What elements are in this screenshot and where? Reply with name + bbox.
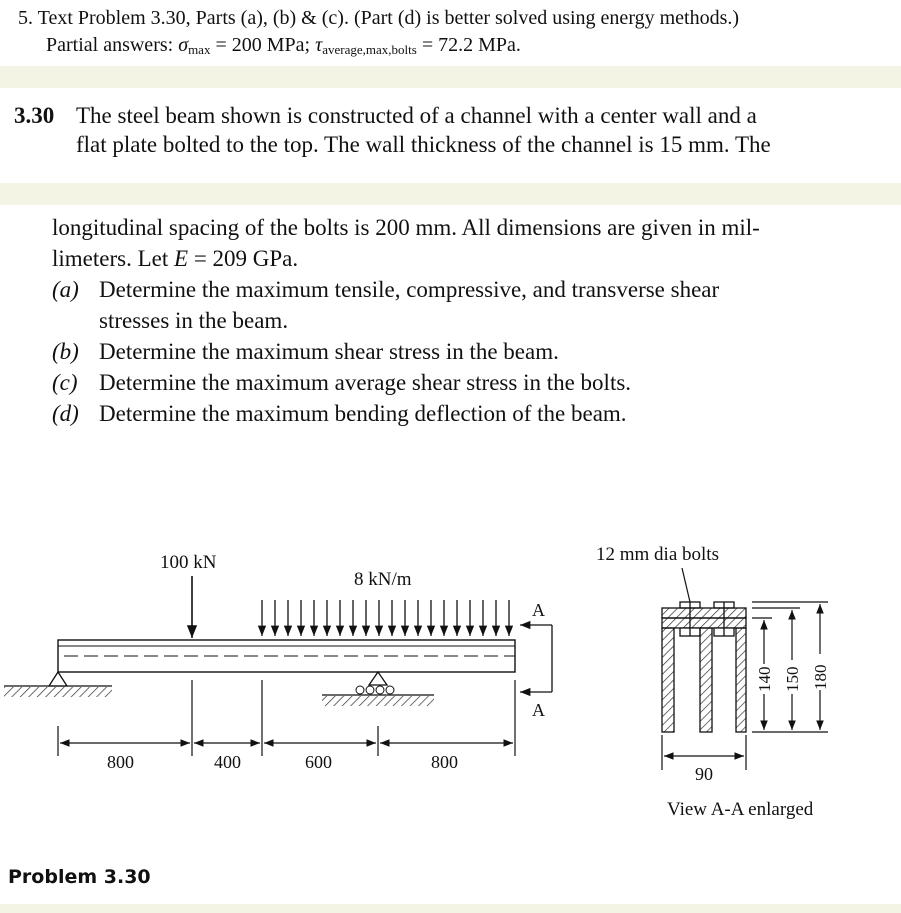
part-d-text: Determine the maximum bending deflection of the beam. <box>99 401 627 426</box>
section-marker-bottom: A <box>532 700 545 720</box>
section-marker-top: A <box>532 600 545 620</box>
distributed-load-arrows <box>262 600 509 636</box>
span-label-1: 800 <box>107 752 134 772</box>
part-a-text-cont: stresses in the beam. <box>99 308 289 333</box>
bolts-leader <box>682 568 690 602</box>
cross-section <box>662 602 746 732</box>
beam-figure <box>0 530 901 850</box>
problem-line-3: longitudinal spacing of the bolts is 200 mm. All dimensions are given in mil- <box>52 215 760 240</box>
dim-150: 150 <box>783 666 802 692</box>
part-b-label: (b) <box>52 339 79 364</box>
point-load-label: 100 kN <box>160 552 217 573</box>
separator-band-1 <box>0 66 901 88</box>
roller-support <box>322 672 434 706</box>
span-dimensions <box>58 680 515 756</box>
distributed-load-label: 8 kN/m <box>354 569 412 590</box>
part-a-text: Determine the maximum tensile, compressive, and transverse shear <box>99 277 720 302</box>
dim-180: 180 <box>811 664 830 690</box>
problem-line-1: The steel beam shown is constructed of a channel with a center wall and a <box>76 103 757 128</box>
problem-number: 3.30 <box>14 103 55 128</box>
separator-band-2 <box>0 183 901 205</box>
section-cut <box>520 625 552 692</box>
pin-support <box>4 672 112 697</box>
part-a-label: (a) <box>52 277 79 302</box>
part-b-text: Determine the maximum shear stress in the beam. <box>99 339 559 364</box>
header-line-2: Partial answers: $\sigma_{max} = 200$ MPa; $\tau_{average,max,bolts} = 72.2$ MPa. <box>46 34 521 57</box>
beam <box>58 640 515 672</box>
part-d-label: (d) <box>52 401 79 426</box>
bolts-label: 12 mm dia bolts <box>596 544 719 565</box>
dim-140: 140 <box>755 666 774 692</box>
problem-line-2: flat plate bolted to the top. The wall thickness of the channel is 15 mm. The <box>76 132 771 157</box>
header-line-1: 5. Text Problem 3.30, Parts (a), (b) & (c). (Part (d) is better solved using energy methods.) <box>18 7 740 29</box>
span-label-3: 600 <box>305 752 332 772</box>
figure-caption: Problem 3.30 <box>8 866 151 888</box>
separator-band-3 <box>0 904 901 913</box>
part-c-text: Determine the maximum average shear stress in the bolts. <box>99 370 632 395</box>
problem-line-4: limeters. Let E = 209 GPa. <box>52 246 299 271</box>
span-label-4: 800 <box>431 752 458 772</box>
span-label-2: 400 <box>214 752 241 772</box>
part-c-label: (c) <box>52 370 78 395</box>
dim-90: 90 <box>695 764 713 784</box>
view-caption: View A-A enlarged <box>667 799 814 820</box>
